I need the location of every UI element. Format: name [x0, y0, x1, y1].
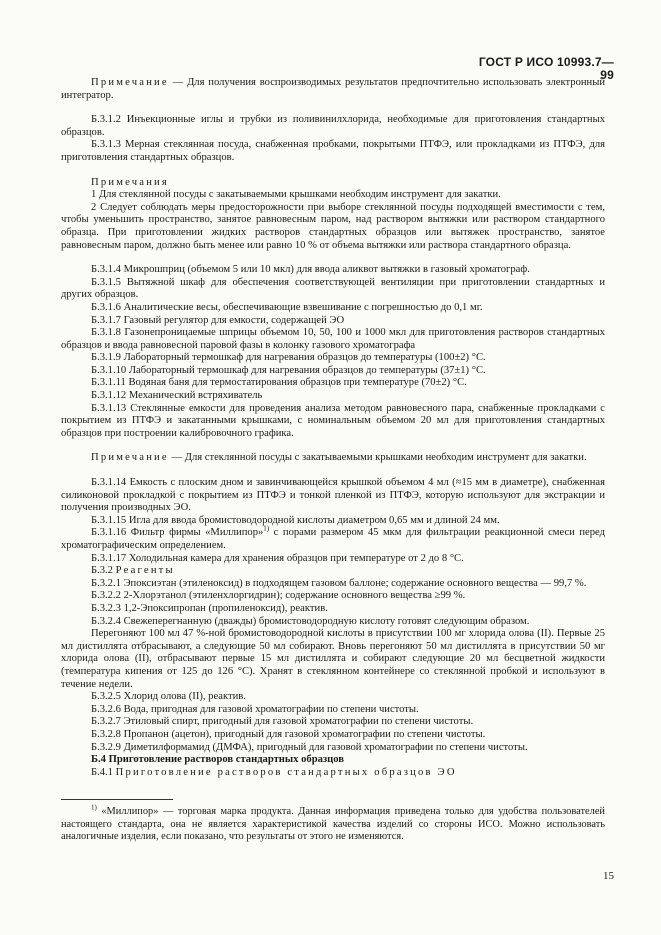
paragraph-text: Б.3.1.2 Инъекционные иглы и трубки из поливинилхлорида, необходимые для приготовления стандартных образцов. — [61, 114, 605, 138]
paragraph — [61, 365, 605, 378]
paragraph-text: Перегоняют 100 мл 47 %-ной бромистоводородной кислоты в присутствии 100 мг хлорида олова (II). Первые 25 мл дистиллята отбрасывают, а следующие 50 мл собирают. Вновь перегоняют 50 мл дистиллята в присутствии 50 мг хлорида олова (II), отбрасывают первые 15 мл дистиллята и собирают следующие 20 мл бесцветной жидкости (температура кипения от 125 до 126 °С). Хранят в стеклянном контейнере со стеклянной пробкой и используют в течение недели. — [61, 628, 605, 690]
section-title: Б.4 Приготовление растворов стандартных образцов — [91, 754, 345, 766]
paragraph — [61, 742, 605, 755]
paragraph-text: Б.3.1.11 Водяная баня для термостатирования образцов при температуре (70±2) °С. — [91, 377, 467, 389]
section-title: Реагенты — [115, 565, 175, 577]
paragraph — [61, 628, 605, 691]
paragraph-text: Б.3.1.9 Лабораторный термошкаф для нагревания образцов до температуры (100±2) °С. — [91, 352, 486, 364]
paragraph-text: Б.3.1.5 Вытяжной шкаф для обеспечения соответствующей вентиляции при приготовлении стандартных и других образцов. — [61, 276, 605, 301]
paragraph — [61, 578, 605, 591]
paragraph — [61, 716, 605, 729]
paragraph-text: Б.3.2.3 1,2-Эпоксипропан (пропиленоксид), реактив. — [91, 602, 328, 614]
paragraph — [61, 189, 605, 202]
paragraph — [61, 114, 605, 139]
paragraph-text: Б.3.1.17 Холодильная камера для хранения образцов при температуре от 2 до 8 °С. — [91, 552, 464, 564]
paragraph — [61, 302, 605, 315]
paragraph — [61, 603, 605, 616]
note — [61, 452, 605, 465]
paragraph-text: Б.3.1.16 Фильтр фирмы «Миллипор» — [91, 527, 264, 539]
paragraph-text: 2 Следует соблюдать меры предосторожности при выборе стеклянной посуды подходящей вместимости с тем, чтобы уменьшить пространство, занятое равновесным паром, над раствором вытяжки или раствором стандартного образца. При приготовлении жидких растворов стандартных образцов или вытяжек пространство, занятое равновесным паром, должно быть менее или равно 10 % от объема вытяжки или раствора стандартного образца. — [61, 201, 605, 251]
document-header: ГОСТ Р ИСО 10993.7—99 — [478, 55, 614, 82]
paragraph-text: Б.3.2.5 Хлорид олова (II), реактив. — [91, 691, 246, 703]
footnote-marker: 1) — [91, 803, 97, 812]
paragraph-text: Б.3.1.15 Игла для ввода бромистоводородной кислоты диаметром 0,65 мм и длиной 24 мм. — [91, 514, 500, 526]
paragraph — [61, 729, 605, 742]
footnote-separator — [61, 799, 173, 800]
note-label: Примечание — [91, 77, 169, 88]
paragraph-text: Б.3.1.3 Мерная стеклянная посуда, снабженная пробками, покрытыми ПТФЭ, или прокладками из ПТФЭ, для приготовления стандартных образцов. — [61, 139, 605, 163]
paragraph — [61, 277, 605, 302]
paragraph — [61, 139, 605, 164]
page-number: 15 — [603, 870, 614, 882]
paragraph-text: Б.3.1.14 Емкость с плоским дном и завинчивающейся крышкой объемом 4 мл (≈15 мм в диаметре), снабженная силиконовой прокладкой с покрытием из ПТФЭ и тонкой пленкой из ПТФЭ, которую используют для экстракции и получения производных ЭО. — [61, 477, 605, 514]
paragraph — [61, 704, 605, 717]
paragraph-text: Б.3.1.10 Лабораторный термошкаф для нагревания образцов до температуры (37±1) °С. — [91, 364, 486, 376]
paragraph-text: Б.3.1.7 Газовый регулятор для емкости, содержащей ЭО — [91, 314, 345, 326]
section-heading — [61, 565, 605, 578]
paragraph-text: Б.3.2.7 Этиловый спирт, пригодный для газовой хроматографии по степени чистоты. — [91, 716, 474, 728]
paragraph — [61, 524, 605, 552]
document-body — [61, 77, 605, 779]
section-number: Б.4.1 — [91, 766, 116, 778]
footnote-text: «Миллипор» — торговая марка продукта. Данная информация приведена только для удобства пользователей настоящего стандарта, она не является характеристикой качества изделий со стороны ИСО. Можно использовать аналогичные изделия, если показано, что результаты от этого не изменяются. — [61, 806, 605, 843]
paragraph — [61, 691, 605, 704]
section-number: Б.3.2 — [91, 565, 116, 577]
paragraph — [61, 590, 605, 603]
note — [61, 77, 605, 102]
paragraph — [61, 377, 605, 390]
footnote — [61, 803, 605, 844]
paragraph — [61, 264, 605, 277]
paragraph-gap — [61, 440, 605, 452]
paragraph — [61, 390, 605, 403]
paragraph-gap — [61, 465, 605, 477]
paragraph-text: Б.3.2.6 Вода, пригодная для газовой хроматографии по степени чистоты. — [91, 703, 419, 715]
paragraph-text: Б.3.1.4 Микрошприц (объемом 5 или 10 мкл) для ввода аликвот вытяжки в газовый хроматограф. — [91, 264, 530, 276]
paragraph — [61, 327, 605, 352]
paragraph-text: Б.3.2.8 Пропанон (ацетон), пригодный для газовой хроматографии по степени чистоты. — [91, 728, 486, 740]
paragraph — [61, 202, 605, 252]
paragraph — [61, 515, 605, 528]
section-title: Приготовление растворов стандартных образцов ЭО — [115, 766, 457, 778]
paragraph — [61, 616, 605, 629]
note-text: — Для получения воспроизводимых результатов предпочтительно использовать электронный интегратор. — [61, 77, 605, 101]
paragraph-text: Б.3.2.1 Эпоксиэтан (этиленоксид) в подходящем газовом баллоне; содержание основного вещества — 99,7 %. — [91, 577, 587, 589]
paragraph — [61, 352, 605, 365]
notes-heading-text: Примечания — [91, 176, 169, 188]
paragraph-text: Б.3.1.6 Аналитические весы, обеспечивающие взвешивание с погрешностью до 0,1 мг. — [91, 301, 483, 313]
paragraph-text: Б.3.2.9 Диметилформамид (ДМФА), пригодный для газовой хроматографии по степени чистоты. — [91, 741, 528, 753]
paragraph-text: с порами размером 45 мкм для фильтрации реакционной смеси перед хроматографическим определением. — [61, 527, 605, 551]
section-heading — [61, 754, 605, 767]
paragraph-gap — [61, 102, 605, 114]
paragraph-text: Б.3.1.8 Газонепроницаемые шприцы объемом 10, 50, 100 и 1000 мкл для приготовления растворов стандартных образцов и ввода равновесной паровой фазы в колонку газового хроматографа — [61, 327, 605, 351]
paragraph-text: 1 Для стеклянной посуды с закатываемыми крышками необходим инструмент для закатки. — [91, 189, 501, 201]
note-text: — Для стеклянной посуды с закатываемыми крышками необходим инструмент для закатки. — [168, 452, 587, 464]
paragraph — [61, 315, 605, 328]
note-label: Примечание — [91, 452, 169, 464]
paragraph-gap — [61, 252, 605, 264]
section-heading — [61, 767, 605, 780]
paragraph — [61, 553, 605, 566]
paragraph-text: Б.3.2.2 2-Хлорэтанол (этиленхлоргидрин); содержание основного вещества ≥99 %. — [91, 590, 466, 602]
paragraph-text: Б.3.2.4 Свежеперегнанную (дважды) бромистоводородную кислоту готовят следующим образом. — [91, 615, 530, 627]
notes-heading — [61, 177, 605, 190]
paragraph-gap — [61, 165, 605, 177]
paragraph-text: Б.3.1.12 Механический встряхиватель — [91, 390, 263, 402]
paragraph-text: Б.3.1.13 Стеклянные емкости для проведения анализа методом равновесного пара, снабженные прокладками с покрытием из ПТФЭ и закатанными крышками, с номинальным объемом 20 мл для приготовления стандартных образцов при построении калибровочного графика. — [61, 402, 605, 439]
paragraph — [61, 477, 605, 515]
paragraph — [61, 403, 605, 441]
footnote-ref: 1) — [263, 524, 270, 533]
